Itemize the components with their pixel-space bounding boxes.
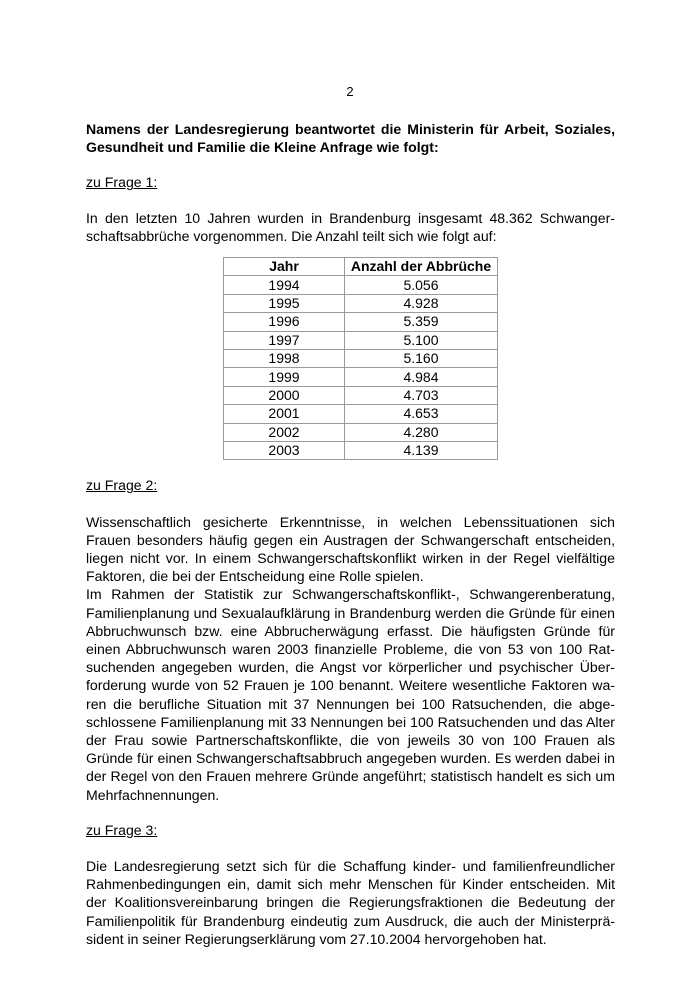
question-2-answer-paragraph-2: Im Rahmen der Statistik zur Schwangerschaftskonflikt-, Schwangerenberatung, Familienplanung und Sexualaufklärung in Brandenburg werden die Gründe für einen Abbruchwunsch bzw. eine Abbrucherwägung erfasst. Die häufigsten Gründe für einen Abbruchwunsch waren 2003 finanzielle Probleme, die von 53 von 100 Ratsuchenden angegeben wurden, die Angst vor körperlicher und psychischer Überforderung wurde von 52 Frauen je 100 benannt. Weitere wesentliche Faktoren waren die berufliche Situation mit 37 Nennungen bei 100 Ratsuchenden, die abgeschlossene Familienplanung mit 33 Nennungen bei 100 Ratsuchenden und das Alter der Frau sowie Partnerschaftskonflikte, die von jeweils 30 von 100 Frauen als Gründe für einen Schwangerschaftsabbruch angegeben wurden. Es werden dabei in der Regel von den Frauen mehrere Gründe angeführt; statistisch handelt es sich um Mehrfachnennungen. [86,586,615,803]
table-row [224,423,498,441]
table-cell-count: 5.056 [345,276,498,294]
table-row [224,294,498,312]
table-row [224,313,498,331]
table-row [224,368,498,386]
table-cell-year: 2000 [224,386,345,404]
table-cell-year: 2003 [224,441,345,459]
table-row [224,331,498,349]
table-cell-year: 1995 [224,294,345,312]
table-header-row [224,258,498,276]
table-cell-count: 4.984 [345,368,498,386]
question-1-answer: In den letzten 10 Jahren wurden in Brandenburg insgesamt 48.362 Schwangerschaftsabbrüche vorgenommen. Die Anzahl teilt sich wie folgt auf: [86,209,615,244]
table-cell-year: 1999 [224,368,345,386]
table-row [224,441,498,459]
document-body [86,120,615,948]
question-3-heading: zu Frage 3: [86,821,158,838]
table-cell-year: 1997 [224,331,345,349]
table-cell-year: 1996 [224,313,345,331]
intro-statement: Namens der Landesregierung beantwortet die Ministerin für Arbeit, Soziales, Gesundheit und Familie die Kleine Anfrage wie folgt: [86,121,615,156]
table-cell-count: 4.703 [345,386,498,404]
abortions-by-year-table [223,257,498,460]
column-header-year: Jahr [224,258,345,276]
table-cell-year: 2001 [224,405,345,423]
table-row [224,276,498,294]
question-3-answer: Die Landesregierung setzt sich für die Schaffung kinder- und familienfreundlicher Rahmenbedingungen ein, damit sich mehr Menschen für Kinder entscheiden. Mit der Koalitionsvereinbarung bringen die Regierungsfraktionen die Bedeutung der Familienpolitik für Brandenburg eindeutig zum Ausdruck, die auch der Ministerpräsident in seiner Regierungserklärung vom 27.10.2004 hervorgehoben hat. [86,857,615,947]
question-2-answer-paragraph-1: Wissenschaftlich gesicherte Erkenntnisse, in welchen Lebenssituationen sich Frauen besonders häufig gegen ein Austragen der Schwangerschaft entscheiden, liegen nicht vor. In einem Schwangerschaftskonflikt wirken in der Regel vielfältige Faktoren, die bei der Entscheidung eine Rolle spielen. [86,513,615,585]
column-header-count: Anzahl der Abbrüche [345,258,498,276]
table-cell-count: 5.100 [345,331,498,349]
table-cell-year: 1994 [224,276,345,294]
table-row [224,349,498,367]
table-cell-year: 1998 [224,349,345,367]
table-cell-year: 2002 [224,423,345,441]
table-row [224,386,498,404]
table-cell-count: 4.139 [345,441,498,459]
table-row [224,405,498,423]
page-number: 2 [346,84,354,99]
table-cell-count: 4.653 [345,405,498,423]
table-cell-count: 4.280 [345,423,498,441]
question-2-heading: zu Frage 2: [86,477,158,494]
question-1-heading: zu Frage 1: [86,174,158,191]
table-cell-count: 4.928 [345,294,498,312]
table-cell-count: 5.359 [345,313,498,331]
table-cell-count: 5.160 [345,349,498,367]
